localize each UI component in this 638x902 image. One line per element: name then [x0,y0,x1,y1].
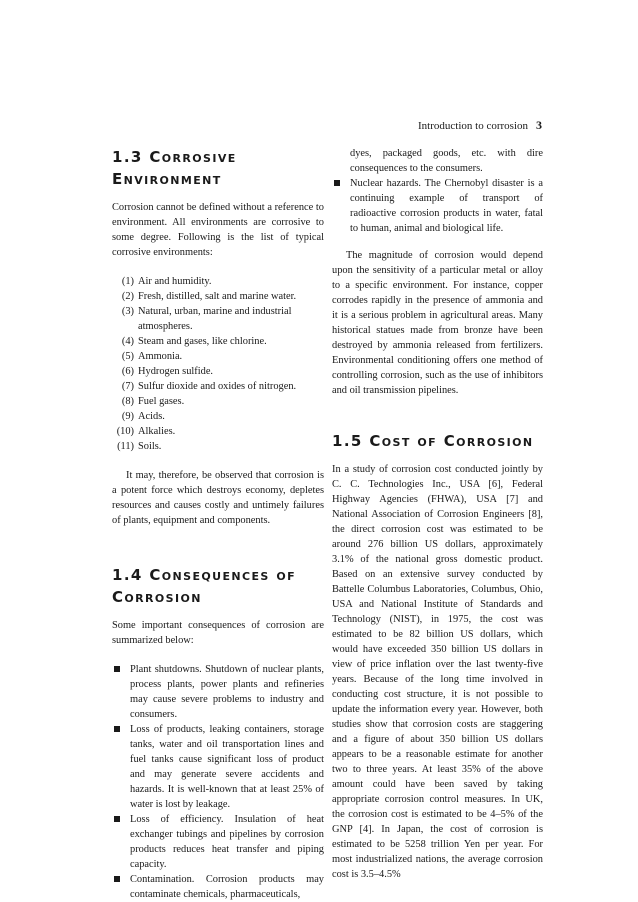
list-item: (10) Alkalies. [116,426,176,437]
bullet-square-icon [114,666,120,672]
list-item: (4) Steam and gases, like chlorine. [121,336,267,347]
bullet-square-icon [114,726,120,732]
bullet-square-icon [334,180,340,186]
list-item: (7) Sulfur dioxide and oxides of nitrogen. [121,381,297,392]
bullet-continuation: dyes, packaged goods, etc. with dire consequences to the consumers. [350,148,543,174]
bullet-square-icon [114,816,120,822]
bullet-item: Loss of efficiency. Insulation of heat exchanger tubings and pipelines by corrosion products reduces heat transfer and piping capacity. [112,812,324,872]
environment-list [112,274,324,454]
section-1-3-intro: Corrosion cannot be defined without a reference to environment. All environments are corrosive to some degree. Following is the list of typical corrosive environments: [112,202,324,258]
list-item: (8) Fuel gases. [121,396,185,407]
list-item: (2) Fresh, distilled, salt and marine water. [121,291,297,302]
section-1-3-heading: 1.3 Corrosive Environment [112,148,237,188]
running-header [418,118,542,133]
section-1-5-paragraph: In a study of corrosion cost conducted jointly by C. C. Technologies Inc., USA [6], Federal Highway Agencies (FHWA), USA [7] and National Association of Corrosion Engineers [8], the direct corrosion cost was estimated to be around 276 billion US dollars, approximately 3.1% of the national gross domestic product. Based on an extensive survey conducted by Battelle Columbus Laboratories, Columbus, Ohio, USA and National Institute of Standards and Technology (NIST), in 1975, the cost was estimated to be 82 billion US dollars, which would have exceeded 350 billion US dollars in view of price inflation over the last twenty-five years. Because of the long time involved in conducting cost structure, it is not possible to update the information every year. However, both studies show that corrosion costs are staggering and a figure of about 350 billion US dollars appears to be a reasonable estimate for another two to three years. At least 35% of the above amount could have been saved by taking appropriate corrosion control measures. In UK, the corrosion cost is estimated to be 4–5% of the GNP [4]. In Japan, the cost of corrosion is estimated to be 5258 trillion Yen per year. For most industrialized nations, the average corrosion cost is 3.5–4.5% [332,464,543,880]
consequences-list-continued [332,146,543,236]
list-item: (3) Natural, urban, marine and industrial atmospheres. [121,306,292,332]
section-1-3-closing: It may, therefore, be observed that corrosion is a potent force which destroys economy, depletes resources and causes costly and untimely failures of plants, equipment and components. [112,470,324,526]
list-item: (1) Air and humidity. [121,276,212,287]
bullet-item: Plant shutdowns. Shutdown of nuclear plants, process plants, power plants and refineries may cause severe problems to industry and consumers. [112,662,324,722]
bullet-item: Contamination. Corrosion products may contaminate chemicals, pharmaceuticals, [112,872,324,902]
list-item: (9) Acids. [121,411,165,422]
left-column [112,146,324,902]
bullet-item: Loss of products, leaking containers, storage tanks, water and oil transportation lines and fuel tanks cause significant loss of product and may generate severe accidents and hazards. It is well-known that at least 25% of water is lost by leakage. [112,722,324,812]
right-column [332,146,543,882]
bullet-item: Nuclear hazards. The Chernobyl disaster is a continuing example of transport of radioactive corrosion products in water, fatal to human, animal and biological life. [332,176,543,236]
section-1-4-heading: 1.4 Consequences of Corrosion [112,566,296,606]
bullet-square-icon [114,876,120,882]
list-item: (6) Hydrogen sulfide. [121,366,214,377]
page-number: 3 [536,118,542,132]
list-item: (5) Ammonia. [121,351,183,362]
section-1-5-heading: 1.5 Cost of Corrosion [332,432,534,450]
section-1-4-paragraph: The magnitude of corrosion would depend upon the sensitivity of a particular metal or alloy to a specific environment. For instance, copper corrodes rapidly in the presence of ammonia and it is a serious problem in agricultural areas. Many historical statues made from bronze have been destroyed by ammonia released from fertilizers. Environmental conditioning offers one method of controlling corrosion, such as the use of inhibitors and oil transmission pipelines. [332,250,543,396]
section-1-4-intro: Some important consequences of corrosion are summarized below: [112,620,324,646]
consequences-list [112,662,324,902]
list-item: (11) Soils. [117,441,162,452]
running-title: Introduction to corrosion [418,120,528,132]
